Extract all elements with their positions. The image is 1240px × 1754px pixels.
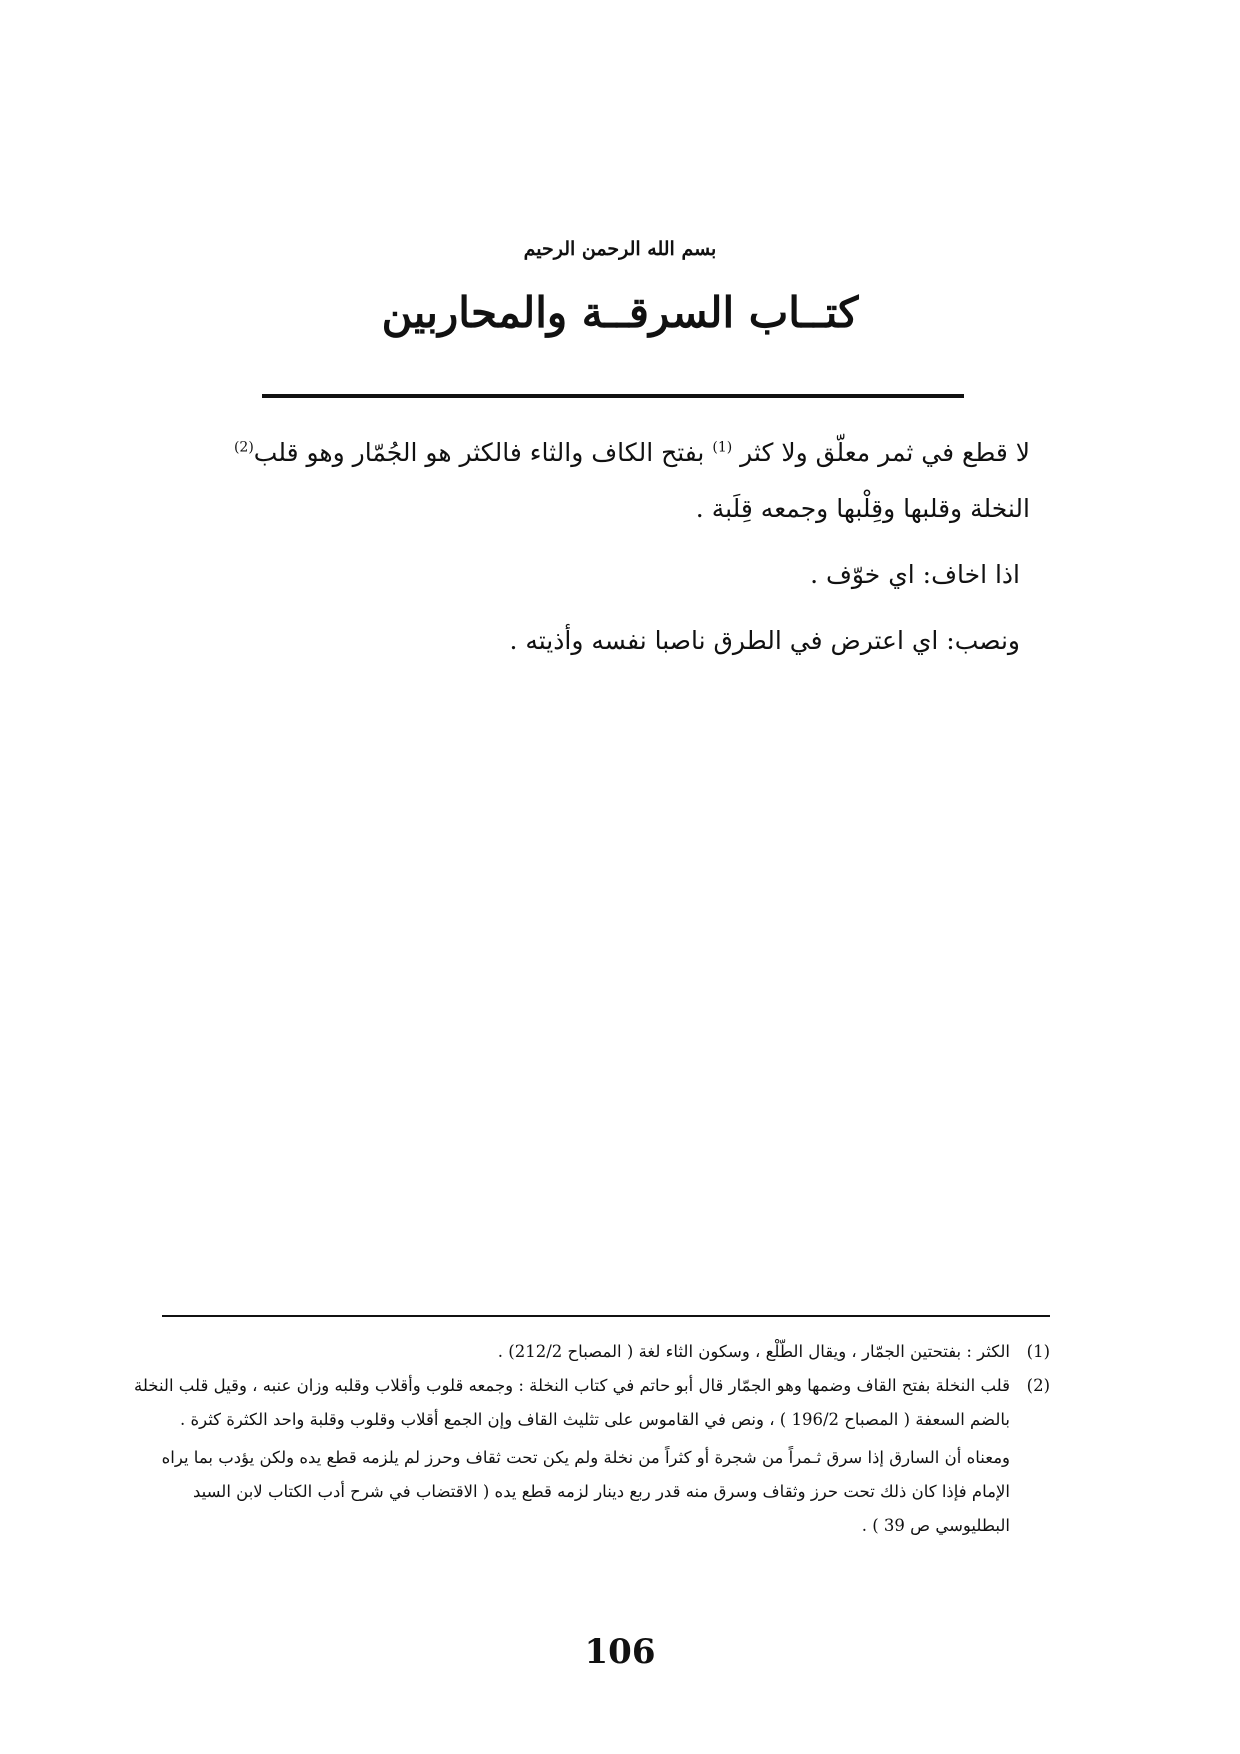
main-text xyxy=(180,425,1060,669)
basmala: بسم الله الرحمن الرحيم xyxy=(523,238,717,260)
paragraph-1-part-3: النخلة وقلبها وقِلْبها وجمعه قِلَبة . xyxy=(695,494,1030,523)
paragraph-1-part-2: بفتح الكاف والثاء فالكثر هو الجُمّار وهو قلب xyxy=(253,438,705,467)
footnote-1 xyxy=(130,1335,1050,1369)
footnote-2-text: قلب النخلة بفتح القاف وضمها وهو الجمّار قال أبو حاتم في كتاب النخلة : وجمعه قلوب وأقلاب وقلبه وزان عنبه ، وقيل قلب النخلة بالضم السعفة ( المصباح 196/2 ) ، ونص في القاموس على تثليث القاف وإن الجمع أقلاب وقلوب وقلبة واحد الكثرة كثرة . xyxy=(133,1376,1010,1429)
paragraph-1-part-1: لا قطع في ثمر معلّق ولا كثر xyxy=(740,438,1030,467)
footnote-ref-1: (1) xyxy=(712,439,733,456)
title-divider xyxy=(262,394,964,398)
page-number: 106 xyxy=(584,1632,656,1672)
footnote-2-number: (2) xyxy=(1026,1376,1050,1395)
paragraph-3: ونصب: اي اعترض في الطرق ناصبا نفسه وأذيته . xyxy=(509,626,1020,655)
footnote-2 xyxy=(130,1369,1050,1437)
footnote-1-number: (1) xyxy=(1026,1342,1050,1361)
paragraph-1 xyxy=(180,425,1060,537)
paragraph-2: اذا اخاف: اي خوّف . xyxy=(810,560,1020,589)
footnote-2-explanation: ومعناه أن السارق إذا سرق ثـمراً من شجرة أو كثراً من نخلة ولم يكن تحت ثقاف وحرز لم يلزمه قطع يده ولكن يؤدب بما يراه الإمام فإذا كان ذلك تحت حرز وثقاف وسرق منه قدر ربع دينار لزمه قطع يده ( الاقتضاب في شرح أدب الكتاب لابن السيد البطليوسي ص 39 ) . xyxy=(161,1448,1010,1535)
footnotes xyxy=(130,1335,1050,1543)
footnote-divider xyxy=(162,1315,1050,1317)
footnote-1-text: الكثر : بفتحتين الجمّار ، ويقال الطّلْع ، وسكون الثاء لغة ( المصباح 212/2) . xyxy=(497,1342,1010,1361)
footnote-ref-2: (2) xyxy=(233,439,254,456)
chapter-title: كتــاب السرقــة والمحاربين xyxy=(381,288,859,337)
